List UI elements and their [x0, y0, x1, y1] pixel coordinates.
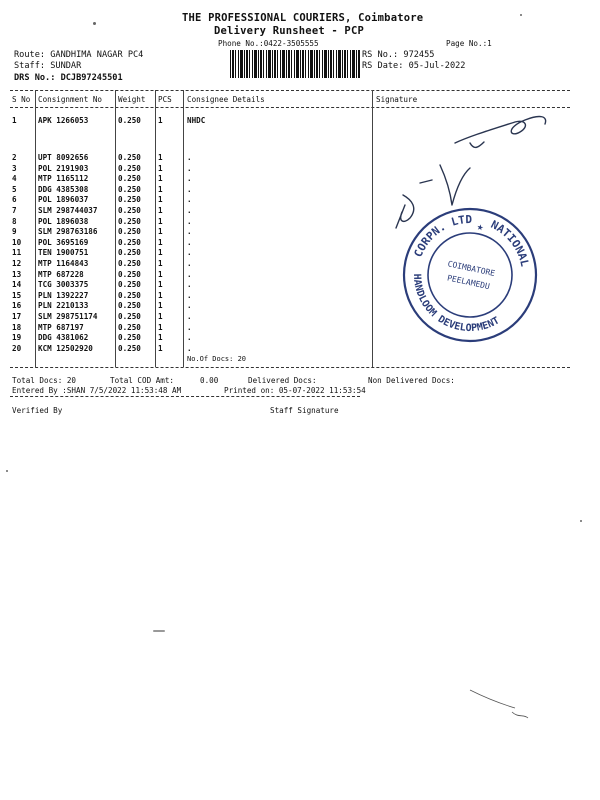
row-sno: 19	[12, 333, 22, 343]
row-sno: 11	[12, 248, 22, 258]
total-docs: Total Docs: 20	[12, 376, 77, 385]
row-weight: 0.250	[118, 216, 141, 226]
row-consignment: SLM 298751174	[38, 312, 98, 321]
row-weight: 0.250	[118, 333, 141, 343]
row-consignment: MTP 1165112	[38, 174, 89, 184]
row-pcs: 1	[158, 269, 163, 279]
row-consignment: APK 1266053	[38, 116, 89, 125]
table-row	[0, 174, 600, 185]
row-sno: 15	[12, 290, 22, 300]
row-pcs: 1	[158, 322, 163, 332]
row-consignment: MTP 687197	[38, 322, 84, 332]
row-pcs: 1	[158, 343, 163, 353]
row-details: .	[187, 237, 192, 247]
row-consignment: POL 1896038	[38, 216, 89, 226]
row-sno: 3	[12, 163, 17, 173]
company-stamp	[387, 192, 553, 358]
row-pcs: 1	[158, 163, 163, 173]
row-pcs: 1	[158, 195, 163, 205]
row-details: .	[187, 184, 192, 194]
row-details: .	[187, 333, 192, 343]
drs-number: DRS No.: DCJB97245501	[14, 73, 123, 83]
scan-speck	[93, 22, 96, 25]
stamp-outer-left: CORPN. LTD	[411, 212, 473, 260]
table-row	[0, 185, 600, 196]
footer-rule	[10, 396, 360, 397]
row-details: .	[187, 153, 192, 162]
row-details: .	[187, 259, 192, 268]
row-weight: 0.250	[118, 195, 141, 205]
row-sno: 10	[12, 237, 22, 247]
row-consignment: MTP 1164843	[38, 259, 89, 268]
row-pcs: 1	[158, 290, 163, 300]
table-bottom-rule	[10, 367, 570, 368]
company-name: THE PROFESSIONAL COURIERS, Coimbatore	[182, 12, 424, 24]
row-pcs: 1	[158, 206, 163, 215]
row-weight: 0.250	[118, 184, 141, 194]
col-header-details: Consignee Details	[187, 95, 265, 104]
col-header-sno: S No	[12, 95, 31, 104]
row-details: .	[187, 280, 192, 290]
table-row	[0, 195, 600, 206]
scan-speck	[6, 470, 8, 472]
row-pcs: 1	[158, 174, 163, 184]
row-consignment: UPT 8092656	[38, 153, 89, 162]
total-cod-label: Total COD Amt:	[110, 376, 175, 385]
row-sno: 16	[12, 301, 22, 311]
row-details: .	[187, 195, 192, 205]
row-pcs: 1	[158, 116, 163, 125]
col-header-signature: Signature	[376, 95, 418, 104]
row-pcs: 1	[158, 184, 163, 194]
row-weight: 0.250	[118, 269, 141, 279]
staff-signature-label: Staff Signature	[270, 406, 339, 415]
row-sno: 12	[12, 259, 22, 268]
row-pcs: 1	[158, 153, 163, 162]
row-pcs: 1	[158, 333, 163, 343]
row-consignment: PLN 1392227	[38, 290, 89, 300]
stamp-inner-line-2: PEELAMEDU	[446, 273, 491, 292]
row-sno: 2	[12, 153, 17, 162]
row-details: .	[187, 216, 192, 226]
non-delivered-docs: Non Delivered Docs:	[368, 376, 455, 385]
row-sno: 18	[12, 322, 22, 332]
row-details: .	[187, 248, 192, 258]
row-weight: 0.250	[118, 163, 141, 173]
svg-text:CORPN. LTD	[411, 202, 475, 267]
row-weight: 0.250	[118, 206, 141, 215]
row-details: NHDC	[187, 116, 206, 125]
row-weight: 0.250	[118, 259, 141, 268]
row-weight: 0.250	[118, 237, 141, 247]
barcode	[230, 50, 360, 78]
row-consignment: SLM 298763186	[38, 227, 98, 237]
row-consignment: DDG 4385308	[38, 184, 89, 194]
scan-speck	[520, 14, 522, 16]
page-number: Page No.:1	[446, 39, 492, 48]
header-bottom-rule	[10, 107, 570, 108]
row-consignment: PLN 2210133	[38, 301, 89, 311]
row-consignment: POL 3695169	[38, 237, 89, 247]
row-details: .	[187, 227, 192, 237]
row-weight: 0.250	[118, 174, 141, 184]
row-pcs: 1	[158, 237, 163, 247]
table-top-rule	[10, 90, 570, 91]
row-consignment: TCG 3003375	[38, 280, 89, 290]
row-weight: 0.250	[118, 248, 141, 258]
delivered-docs: Delivered Docs:	[248, 376, 317, 385]
row-consignment: KCM 12502920	[38, 343, 93, 353]
row-pcs: 1	[158, 280, 163, 290]
stamp-inner-line-1: COIMBATORE	[446, 259, 496, 279]
row-weight: 0.250	[118, 312, 141, 321]
row-weight: 0.250	[118, 290, 141, 300]
entered-by: Entered By :SHAN 7/5/2022 11:53:48 AM	[12, 386, 182, 395]
table-row	[0, 116, 600, 127]
route: Route: GANDHIMA NAGAR PC4	[14, 50, 144, 60]
row-pcs: 1	[158, 216, 163, 226]
col-header-pcs: PCS	[158, 95, 172, 104]
row-details: .	[187, 269, 192, 279]
row-details: .	[187, 301, 192, 311]
stamp-star-icon: ★	[475, 219, 485, 234]
row-sno: 13	[12, 269, 22, 279]
row-sno: 9	[12, 227, 17, 237]
row-pcs: 1	[158, 248, 163, 258]
row-consignment: DDG 4381062	[38, 333, 89, 343]
row-details: .	[187, 290, 192, 300]
row-details: .	[187, 343, 192, 353]
row-weight: 0.250	[118, 227, 141, 237]
row-weight: 0.250	[118, 116, 141, 125]
rs-number: RS No.: 972455	[362, 50, 435, 60]
row-sno: 14	[12, 280, 22, 290]
row-sno: 17	[12, 312, 22, 321]
printed-on: Printed on: 05-07-2022 11:53:54	[224, 386, 366, 395]
row-details: .	[187, 312, 192, 321]
row-sno: 1	[12, 116, 17, 125]
no-of-docs: No.Of Docs: 20	[187, 355, 247, 363]
row-consignment: POL 1896037	[38, 195, 89, 205]
row-sno: 6	[12, 195, 17, 205]
row-details: .	[187, 174, 192, 184]
row-sno: 8	[12, 216, 17, 226]
total-cod-value: 0.00	[200, 376, 219, 385]
rs-date: RS Date: 05-Jul-2022	[362, 61, 466, 71]
scan-speck	[580, 520, 582, 522]
row-consignment: TEN 1900751	[38, 248, 89, 258]
row-consignment: MTP 687228	[38, 269, 84, 279]
stamp-outer-top: NATIONAL	[488, 217, 532, 268]
row-weight: 0.250	[118, 322, 141, 332]
row-pcs: 1	[158, 312, 163, 321]
row-pcs: 1	[158, 259, 163, 268]
row-sno: 4	[12, 174, 17, 184]
row-sno: 7	[12, 206, 17, 215]
phone-number: Phone No.:0422-3505555	[218, 39, 319, 48]
row-details: .	[187, 322, 192, 332]
document-title: Delivery Runsheet - PCP	[214, 25, 364, 37]
col-header-consignment: Consignment No	[38, 95, 103, 104]
row-details: .	[187, 206, 192, 215]
row-sno: 5	[12, 184, 17, 194]
row-sno: 20	[12, 343, 22, 353]
row-weight: 0.250	[118, 153, 141, 162]
row-pcs: 1	[158, 301, 163, 311]
row-weight: 0.250	[118, 343, 141, 353]
staff: Staff: SUNDAR	[14, 61, 82, 71]
stamp-outer-bottom: HANDLOOM DEVELOPMENT	[410, 273, 502, 335]
col-header-weight: Weight	[118, 95, 146, 104]
verified-by: Verified By	[12, 406, 63, 415]
scan-speck	[153, 630, 165, 632]
row-pcs: 1	[158, 227, 163, 237]
row-weight: 0.250	[118, 301, 141, 311]
row-consignment: SLM 298744037	[38, 206, 98, 215]
table-row	[0, 164, 600, 175]
row-weight: 0.250	[118, 280, 141, 290]
row-details: .	[187, 163, 192, 173]
row-consignment: POL 2191903	[38, 163, 89, 173]
table-row	[0, 153, 600, 164]
